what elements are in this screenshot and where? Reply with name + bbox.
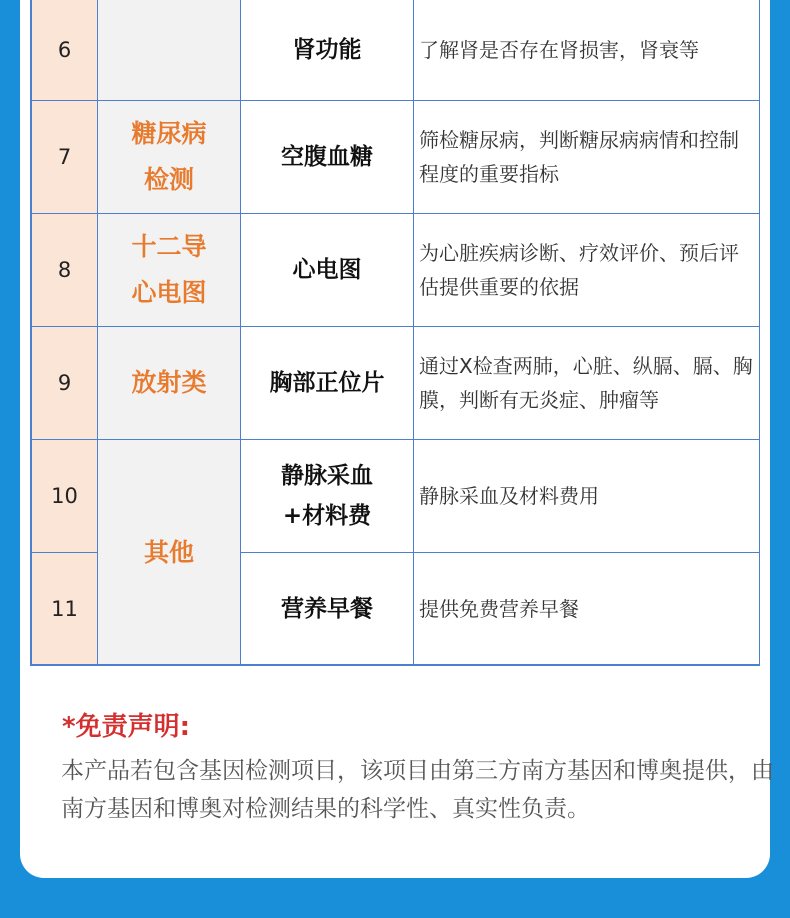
item-cell-10	[241, 440, 414, 553]
desc-cell-9	[414, 327, 760, 440]
category-cell-empty	[98, 0, 241, 101]
desc-cell-7	[414, 101, 760, 214]
row-number-text: 7	[57, 145, 72, 169]
content-card	[20, 0, 774, 878]
row-number-text: 11	[51, 597, 78, 621]
item-text: 肾功能	[292, 37, 362, 63]
desc-cell-8	[414, 214, 760, 327]
category-text: 放射类	[131, 368, 207, 397]
category-cell-ecg	[98, 214, 241, 327]
desc-text: 通过X检查两肺，心脏、纵膈、膈、胸膜，判断有无炎症、肿瘤等	[419, 354, 753, 412]
row-number-text: 6	[57, 38, 72, 62]
desc-text: 静脉采血及材料费用	[419, 484, 599, 508]
desc-text: 筛检糖尿病，判断糖尿病病情和控制程度的重要指标	[419, 128, 739, 186]
row-number-10	[30, 440, 98, 553]
category-text: 其他	[143, 537, 194, 567]
exam-items-table	[30, 0, 759, 666]
disclaimer-text: 本产品若包含基因检测项目，该项目由第三方南方基因和博奥提供，由南方基因和博奥对检测结果的科学性、真实性负责。	[61, 758, 774, 822]
item-text: 空腹血糖	[281, 144, 373, 170]
item-cell-7	[241, 101, 414, 214]
item-text: 胸部正位片	[269, 370, 385, 396]
item-cell-9	[241, 327, 414, 440]
desc-cell-11	[414, 553, 760, 666]
item-cell-11	[241, 553, 414, 666]
desc-text: 提供免费营养早餐	[419, 597, 579, 621]
category-text-line2: 心电图	[131, 278, 207, 307]
category-text-line1: 糖尿病	[131, 119, 207, 148]
row-number-text: 10	[51, 484, 78, 508]
table-bottom-border	[30, 664, 760, 666]
item-text: 营养早餐	[281, 596, 373, 622]
desc-cell-6	[414, 0, 760, 101]
row-number-text: 8	[57, 258, 72, 282]
item-text: 心电图	[292, 257, 362, 283]
item-cell-6	[241, 0, 414, 101]
row-number-9	[30, 327, 98, 440]
item-text-line1: 静脉采血	[281, 463, 373, 489]
desc-text: 了解肾是否存在肾损害，肾衰等	[419, 38, 699, 62]
desc-cell-10	[414, 440, 760, 553]
row-number-6	[30, 0, 98, 101]
row-number-text: 9	[57, 371, 72, 395]
item-text-line2: +材料费	[282, 503, 372, 529]
category-text-line2: 检测	[143, 165, 194, 194]
disclaimer-title: *免责声明:	[62, 712, 190, 742]
category-cell-radiology	[98, 327, 241, 440]
row-number-11	[30, 553, 98, 666]
item-cell-8	[241, 214, 414, 327]
category-cell-other	[98, 440, 241, 666]
category-cell-diabetes	[98, 101, 241, 214]
row-number-8	[30, 214, 98, 327]
row-number-7	[30, 101, 98, 214]
desc-text: 为心脏疾病诊断、疗效评价、预后评估提供重要的依据	[419, 241, 739, 299]
category-text-line1: 十二导	[131, 232, 207, 261]
